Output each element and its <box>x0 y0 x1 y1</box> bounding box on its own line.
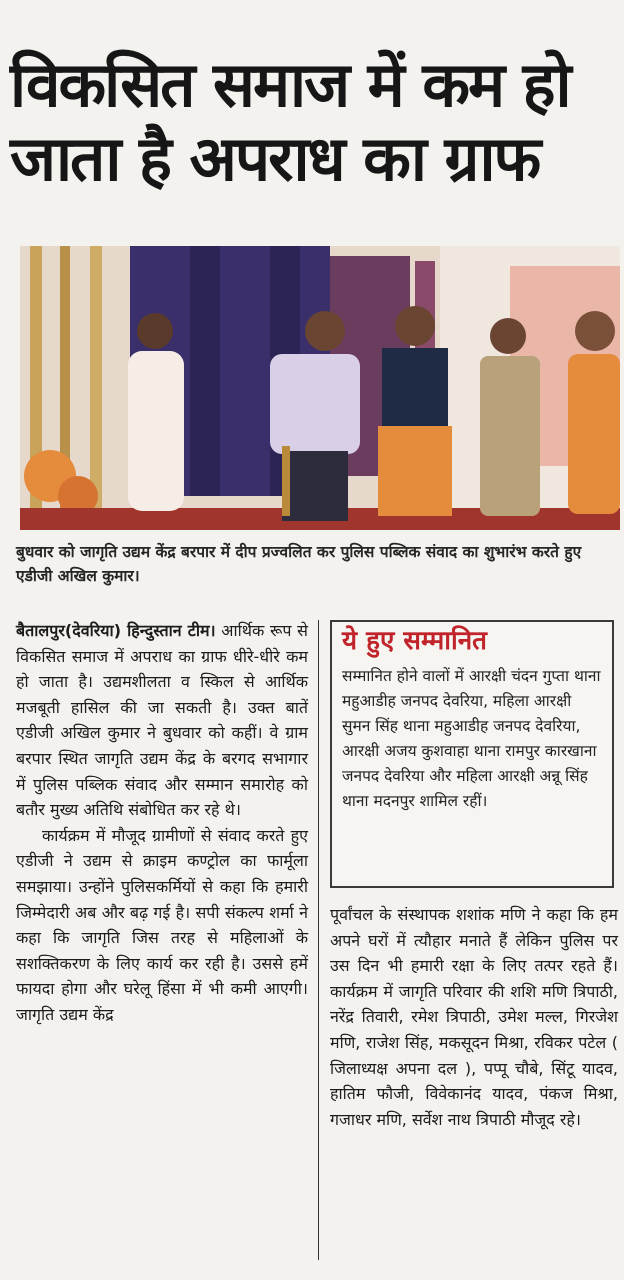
dateline: बैतालपुर(देवरिया) हिन्दुस्तान टीम। <box>16 621 216 640</box>
honorees-box <box>330 620 614 888</box>
photo-person-guest <box>395 306 435 346</box>
photo-person-guest-jacket <box>382 348 448 428</box>
photo-person-adg-trousers <box>282 451 348 521</box>
story-paragraph-1-text: आर्थिक रूप से विकसित समाज में अपराध का ग्राफ धीरे-धीरे कम हो जाता है। उद्यमशीलता व स्किल से आर्थिक मजबूती हासिल की जा सकती है। उक्त बातें एडीजी अखिल कुमार ने बुधवार को कहीं। वे ग्राम बरपार स्थित जागृति उद्यम केंद्र के बरगद सभागार में पुलिस पब्लिक संवाद और सम्मान समारोह को बतौर मुख्य अतिथि संबोधित कर रहे थे। <box>16 621 308 820</box>
photo-person-saffron <box>575 311 615 351</box>
photo-lamp <box>282 446 290 516</box>
photo-person-guest-kurta <box>378 426 452 516</box>
photo-person-adg-shirt <box>270 354 360 454</box>
photo-person-adg <box>305 311 345 351</box>
story-paragraph-2: कार्यक्रम में मौजूद ग्रामीणों से संवाद करते हुए एडीजी ने उद्यम से क्राइम कण्ट्रोल का फार्मूला समझाया। उन्होंने पुलिसकर्मियों से कहा कि हमारी जिम्मेदारी अब और बढ़ गई है। सपी संकल्प शर्मा ने कहा कि जागृति जिस तरह से महिलाओं के सशक्तिकरण के लिए कार्य कर रही है। उससे हमें फायदा होगा और घरेलू हिंसा में भी कमी आएगी। जागृति उद्यम केंद्र <box>16 825 308 1024</box>
photo-person-woman <box>137 313 173 349</box>
story-column-left <box>16 618 308 1028</box>
story-paragraph-1 <box>16 618 308 823</box>
photo-curtain-fold <box>190 246 220 496</box>
photo-person-saffron-robe <box>568 354 620 514</box>
honorees-title: ये हुए सम्मानित <box>342 626 487 656</box>
photo-illustration <box>20 246 620 530</box>
headline: विकसित समाज में कम हो जाता है अपराध का ग्राफ <box>10 48 570 195</box>
news-photo <box>20 246 620 530</box>
story-paragraph-3: पूर्वांचल के संस्थापक शशांक मणि ने कहा कि हम अपने घरों में त्यौहार मनाते हैं लेकिन पुलिस पर उस दिन भी हमारी रक्षा के लिए तत्पर रहते हैं। कार्यक्रम में जागृति परिवार की शशि मणि त्रिपाठी, नरेंद्र तिवारी, रमेश त्रिपाठी, उमेश मल्ल, गिरजेश मणि, राजेश सिंह, मकसूदन मिश्रा, रविकर पटेल ( जिलाध्यक्ष अपना दल ), पप्पू चौबे, सिंटू यादव, हातिम फौजी, विवेकानंद यादव, पंकज मिश्रा, गजाधर मणि, सर्वेश नाथ त्रिपाठी मौजूद रहे। <box>330 905 618 1129</box>
photo-caption: बुधवार को जागृति उद्यम केंद्र बरपार में दीप प्रज्वलित कर पुलिस पब्लिक संवाद का शुभारंभ करते हुए एडीजी अखिल कुमार। <box>16 543 582 585</box>
column-divider <box>318 620 319 1260</box>
photo-person-police <box>490 318 526 354</box>
honorees-text: सम्मानित होने वालों में आरक्षी चंदन गुप्ता थाना महुआडीह जनपद देवरिया, महिला आरक्षी सुमन सिंह थाना महुआडीह जनपद देवरिया, आरक्षी अजय कुशवाहा थाना रामपुर कारखाना जनपद देवरिया और महिला आरक्षी अन्नू सिंह थाना मदनपुर शामिल रहीं। <box>342 667 601 810</box>
photo-person-police-uniform <box>480 356 540 516</box>
photo-person-woman-body <box>128 351 184 511</box>
